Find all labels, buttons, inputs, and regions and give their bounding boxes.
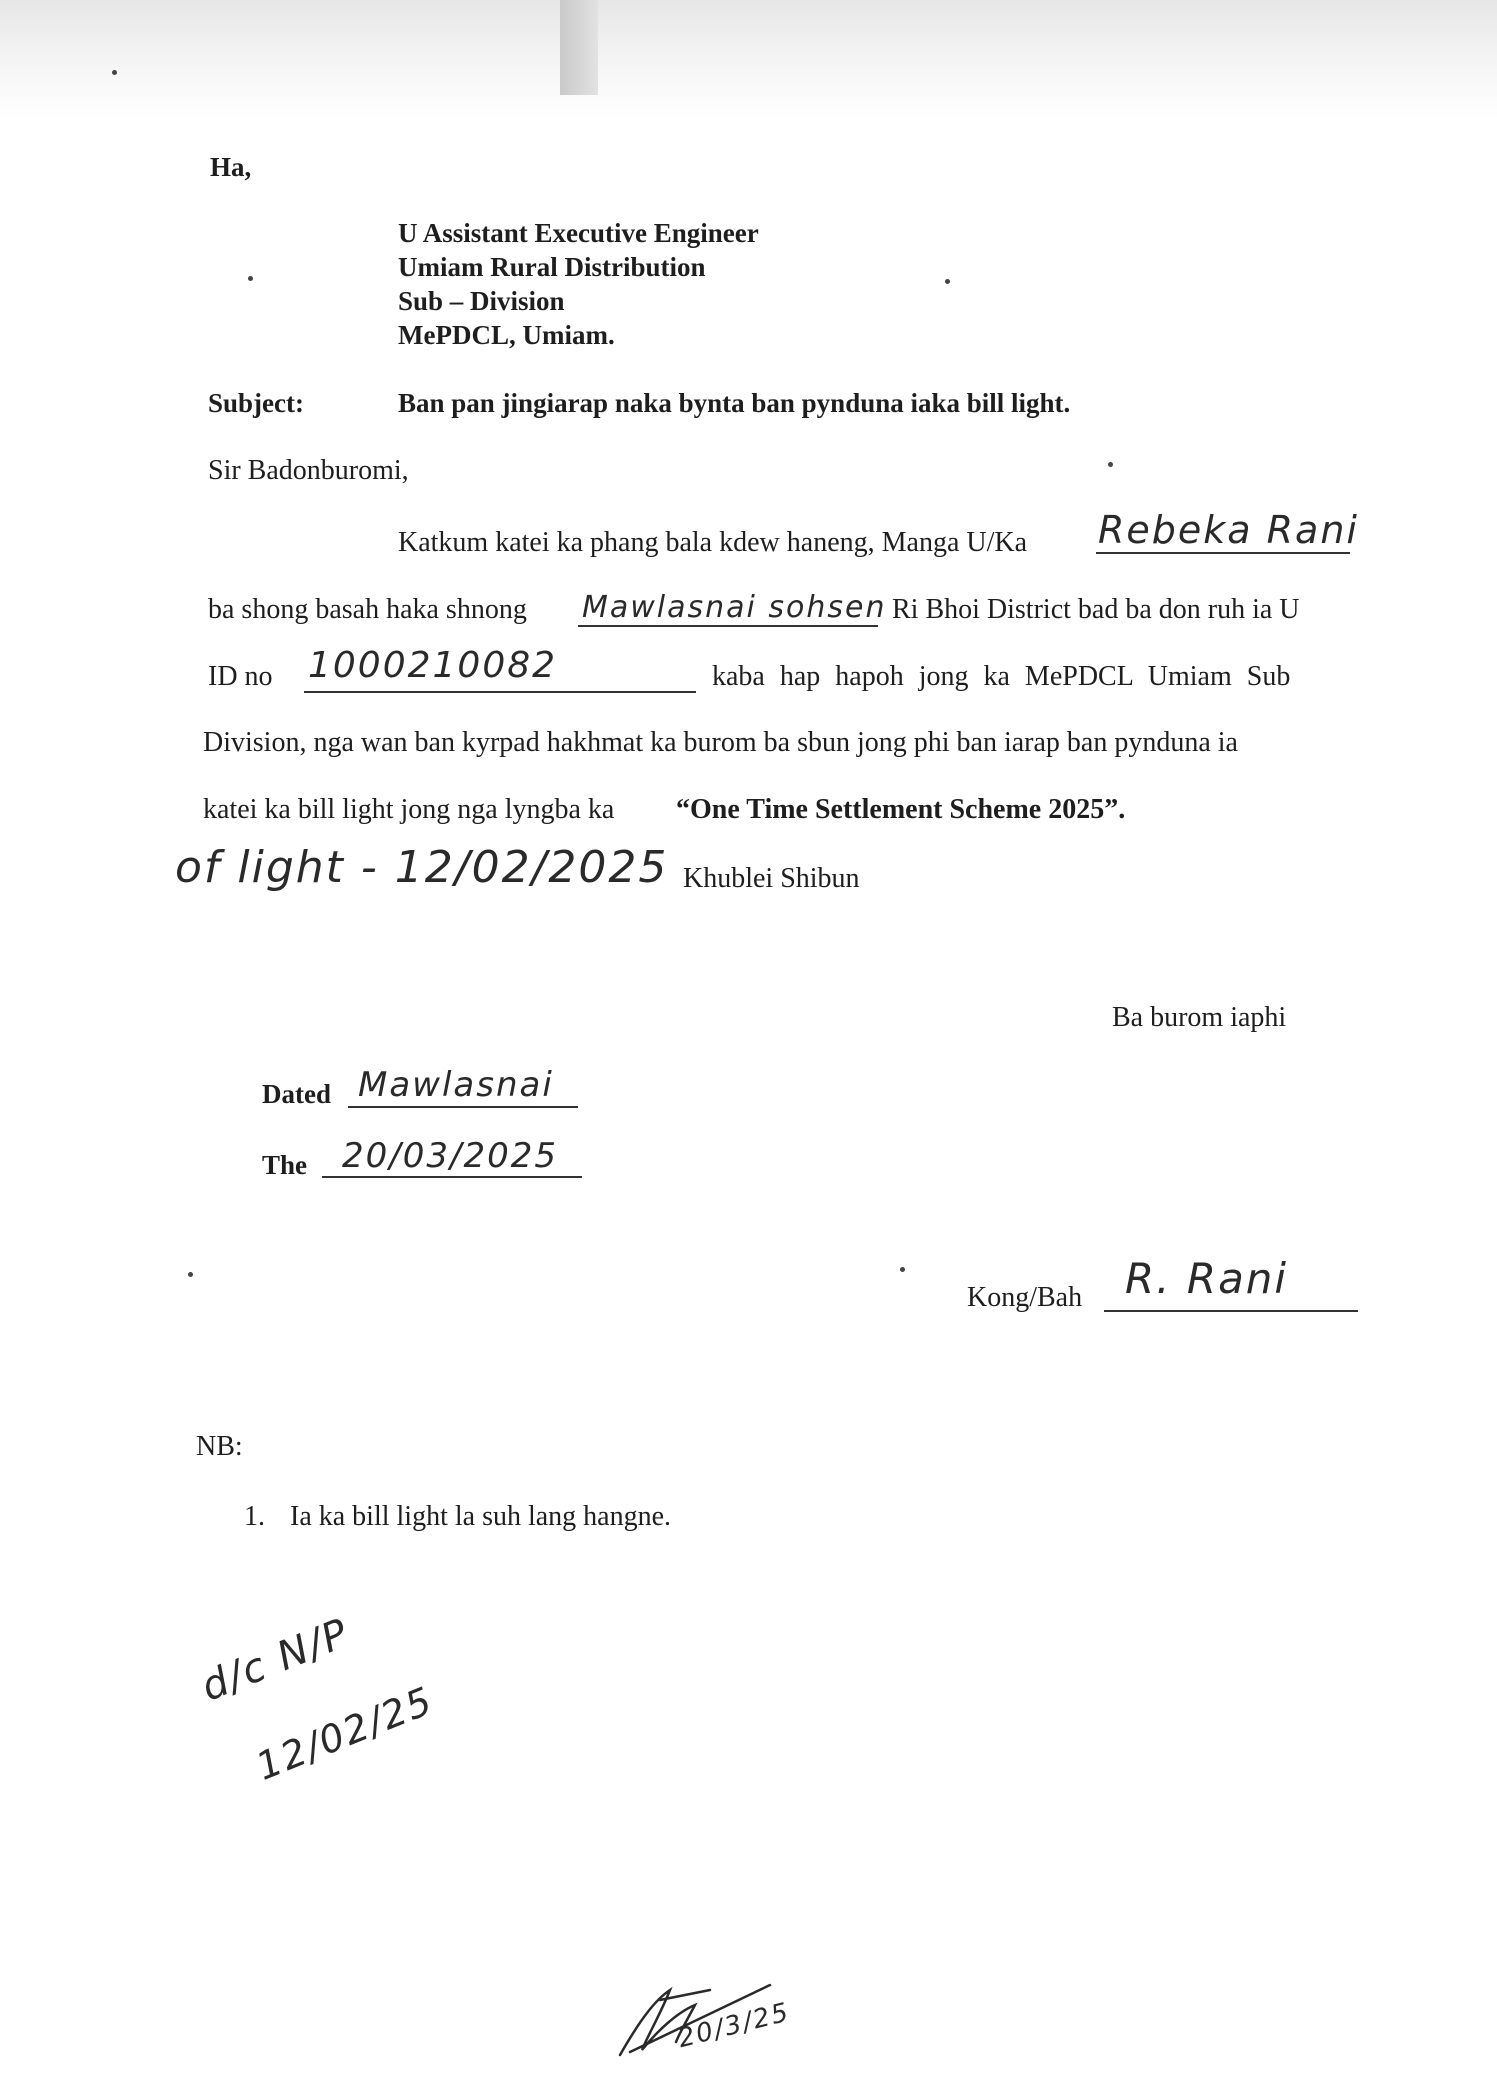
recipient-line-4: MePDCL, Umiam. (398, 320, 615, 350)
dated-label: Dated (262, 1079, 331, 1109)
recipient-line-2: Umiam Rural Distribution (398, 252, 706, 282)
signature-underline (1104, 1310, 1358, 1312)
id-line-tail: kaba hap hapoh jong ka MePDCL Umiam Sub (712, 661, 1291, 692)
dated-underline (348, 1106, 578, 1108)
id-label: ID no (208, 661, 273, 692)
the-label: The (262, 1150, 308, 1180)
nb-item-number: 1. (244, 1501, 265, 1532)
note-handwritten: of light - 12/02/2025 (175, 842, 669, 893)
closing: Khublei Shibun (683, 863, 860, 894)
recipient-line-3: Sub – Division (398, 286, 565, 316)
scan-speck (188, 1272, 193, 1277)
nb-label: NB: (196, 1431, 243, 1462)
nb-item-text: Ia ka bill light la suh lang hangne. (290, 1501, 672, 1532)
id-underline (304, 691, 696, 693)
dated-handwritten: Mawlasnai (358, 1065, 554, 1105)
signature-handwritten: R. Rani (1125, 1254, 1289, 1303)
body-line-1: Katkum katei ka phang bala kdew haneng, Manga U/Ka (398, 527, 1028, 558)
village-underline (578, 625, 878, 627)
the-date-handwritten: 20/03/2025 (342, 1136, 558, 1176)
body-line-3: Division, nga wan ban kyrpad hakhmat ka burom ba sbun jong phi ban iarap ban pynduna ia (203, 727, 1238, 758)
subject-label: Subject: (208, 388, 304, 418)
scan-speck (112, 70, 117, 75)
village-handwritten: Mawlasnai sohsen (582, 590, 887, 625)
body-line-2-tail: Ri Bhoi District bad ba don ruh ia U (892, 594, 1300, 625)
scan-speck (1108, 462, 1113, 467)
greeting: Ha, (210, 152, 252, 182)
body-line-2-lead: ba shong basah haka shnong (208, 594, 527, 625)
recipient-line-1: U Assistant Executive Engineer (398, 218, 759, 248)
body-line-4-lead: katei ka bill light jong nga lyngba ka (203, 794, 615, 825)
scheme-name: “One Time Settlement Scheme 2025”. (676, 794, 1126, 825)
initials-date: 20/3/25 (675, 1997, 794, 2055)
scan-speck (900, 1267, 905, 1272)
yours-faithfully: Ba burom iaphi (1112, 1002, 1287, 1033)
name-handwritten: Rebeka Rani (1098, 508, 1359, 552)
name-underline (1096, 552, 1350, 554)
salutation: Sir Badonburomi, (208, 455, 409, 486)
scan-fold-tab (560, 0, 598, 95)
margin-note-line-2: 12/02/25 (250, 1678, 440, 1789)
scan-shadow (0, 0, 1497, 120)
the-underline (322, 1176, 582, 1178)
scan-speck (248, 276, 253, 281)
subject-text: Ban pan jingiarap naka bynta ban pynduna iaka bill light. (398, 388, 1071, 418)
id-handwritten: 1000210082 (308, 645, 558, 686)
scan-speck (945, 279, 950, 284)
margin-note-line-1: d/c N/P (195, 1609, 357, 1711)
signature-label: Kong/Bah (967, 1282, 1083, 1313)
